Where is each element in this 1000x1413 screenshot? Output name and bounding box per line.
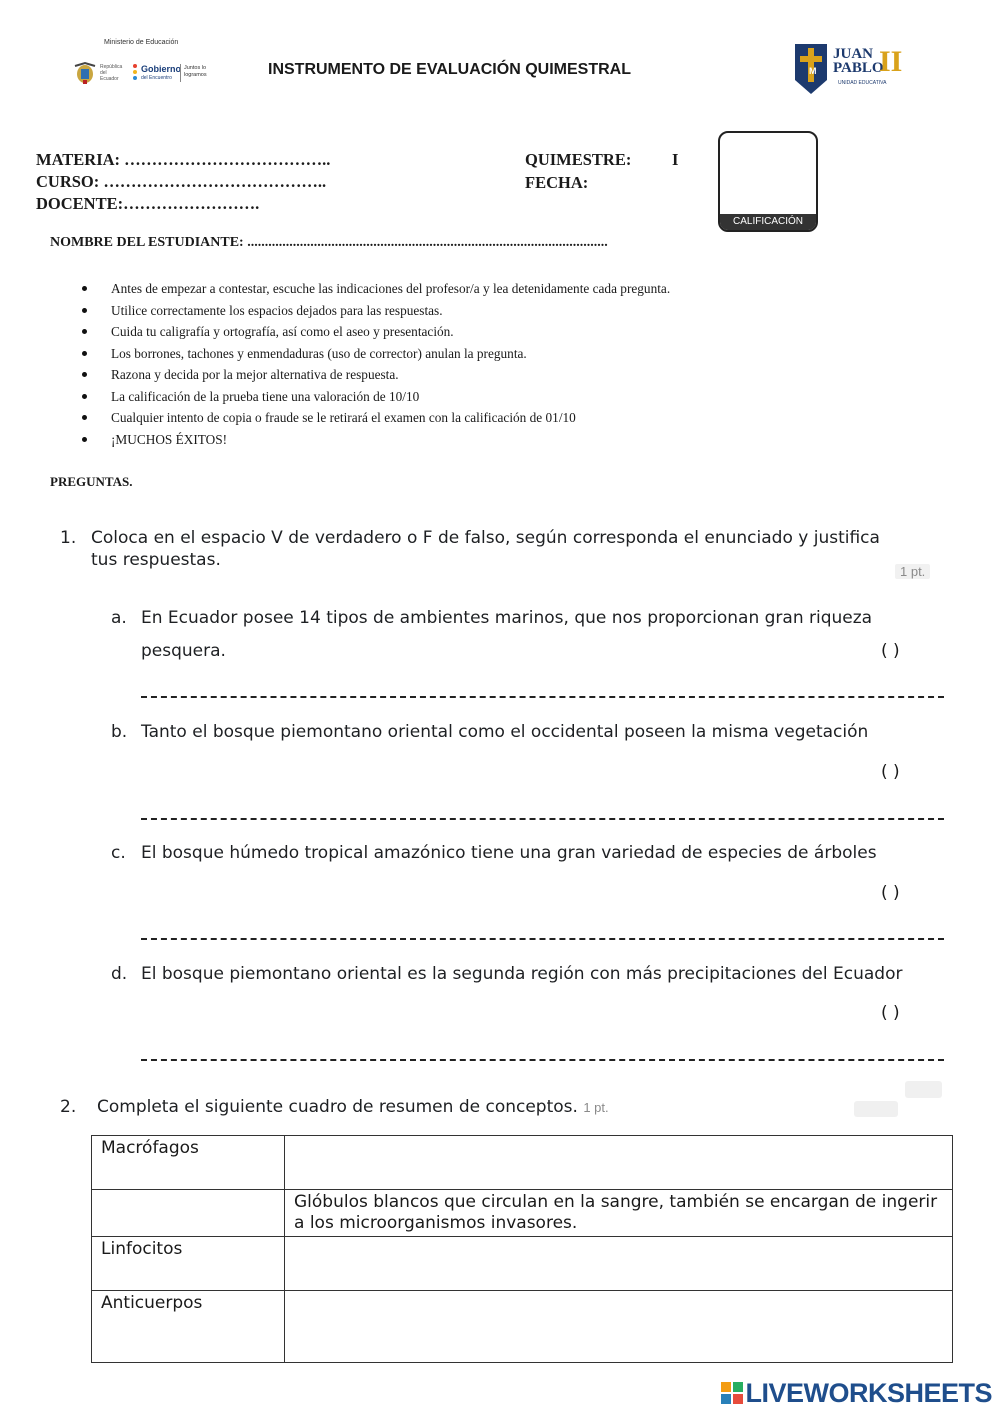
q1a-text-line1: En Ecuador posee 14 tipos de ambientes marinos, que nos proporcionan gran riqueza bbox=[141, 608, 873, 628]
materia-field[interactable]: MATERIA: ……………………………….. bbox=[36, 150, 331, 169]
gov-brand: Gobierno bbox=[141, 64, 181, 74]
table-row bbox=[92, 1190, 953, 1237]
q1a-letter: a. bbox=[111, 608, 127, 628]
concepts-table bbox=[91, 1135, 953, 1363]
student-name-field[interactable]: NOMBRE DEL ESTUDIANTE: ....................................................................................................... bbox=[50, 235, 608, 250]
list-item: ¡MUCHOS ÉXITOS! bbox=[82, 432, 670, 454]
school-name-2: PABLO bbox=[833, 60, 884, 76]
school-badge: M bbox=[809, 66, 817, 76]
preguntas-heading: PREGUNTAS. bbox=[50, 474, 133, 489]
table-cell-term: Linfocitos bbox=[92, 1237, 285, 1291]
ministry-label: Ministerio de Educación bbox=[104, 39, 179, 46]
answer-placeholder[interactable] bbox=[854, 1101, 898, 1117]
q1-text-line1: Coloca en el espacio V de verdadero o F de falso, según corresponda el enunciado y justifica bbox=[91, 528, 880, 548]
q1a-answer-box[interactable]: ( ) bbox=[881, 641, 900, 661]
liveworksheets-icon bbox=[721, 1382, 743, 1404]
q1a-text-line2: pesquera. bbox=[141, 641, 226, 661]
q1-points-badge: 1 pt. bbox=[895, 564, 930, 579]
list-item: Utilice correctamente los espacios dejados para las respuestas. bbox=[82, 303, 670, 325]
gov-dots-icon bbox=[130, 63, 140, 81]
list-item: La calificación de la prueba tiene una valoración de 10/10 bbox=[82, 389, 670, 411]
liveworksheets-wordmark: LIVEWORKSHEETS bbox=[745, 1378, 992, 1408]
q1b-justification-line[interactable] bbox=[141, 818, 944, 820]
curso-field[interactable]: CURSO: ………………………………….. bbox=[36, 172, 327, 191]
q1-text-line2: tus respuestas. bbox=[91, 550, 221, 570]
table-row bbox=[92, 1291, 953, 1363]
gov-brand-sub: del Encuentro bbox=[141, 75, 172, 81]
q2-text bbox=[97, 1097, 609, 1117]
q1d-text: El bosque piemontano oriental es la segunda región con más precipitaciones del Ecuador bbox=[141, 964, 903, 984]
government-logo bbox=[72, 58, 217, 88]
table-cell-definition[interactable] bbox=[285, 1291, 953, 1363]
q1b-text: Tanto el bosque piemontano oriental como el occidental poseen la misma vegetación bbox=[141, 722, 869, 742]
docente-field[interactable]: DOCENTE:……………………. bbox=[36, 194, 260, 213]
q2-points: 1 pt. bbox=[583, 1100, 609, 1115]
instructions-list bbox=[82, 281, 670, 453]
table-cell-term[interactable] bbox=[92, 1190, 285, 1237]
q2-text-main: Completa el siguiente cuadro de resumen de conceptos. bbox=[97, 1097, 578, 1117]
quimestre-value: I bbox=[672, 150, 679, 169]
list-item: Los borrones, tachones y enmendaduras (uso de corrector) anulan la pregunta. bbox=[82, 346, 670, 368]
q2-number: 2. bbox=[60, 1097, 77, 1117]
school-numeral: II bbox=[879, 45, 903, 78]
list-item: Cualquier intento de copia o fraude se le retirará el examen con la calificación de 01/10 bbox=[82, 410, 670, 432]
grade-box[interactable] bbox=[718, 131, 818, 232]
q1c-answer-box[interactable]: ( ) bbox=[881, 883, 900, 903]
table-cell-term: Anticuerpos bbox=[92, 1291, 285, 1363]
q1b-answer-box[interactable]: ( ) bbox=[881, 762, 900, 782]
answer-placeholder[interactable] bbox=[905, 1081, 942, 1098]
school-logo bbox=[793, 42, 908, 98]
page-title: INSTRUMENTO DE EVALUACIÓN QUIMESTRAL bbox=[268, 61, 631, 78]
q1d-letter: d. bbox=[111, 964, 128, 984]
q1-number: 1. bbox=[60, 528, 77, 548]
q1c-text: El bosque húmedo tropical amazónico tiene una gran variedad de especies de árboles bbox=[141, 843, 877, 863]
table-cell-term: Macrófagos bbox=[92, 1136, 285, 1190]
table-cell-definition[interactable] bbox=[285, 1237, 953, 1291]
q1c-letter: c. bbox=[111, 843, 126, 863]
q1d-justification-line[interactable] bbox=[141, 1059, 944, 1061]
list-item: Cuida tu caligrafía y ortografía, así como el aseo y presentación. bbox=[82, 324, 670, 346]
school-sub: UNIDAD EDUCATIVA bbox=[838, 80, 887, 86]
table-row bbox=[92, 1136, 953, 1190]
ecuador-coat-of-arms-icon bbox=[72, 60, 98, 86]
quimestre-label: QUIMESTRE: bbox=[525, 150, 632, 169]
q1c-justification-line[interactable] bbox=[141, 938, 944, 940]
list-item: Razona y decida por la mejor alternativa de respuesta. bbox=[82, 367, 670, 389]
q1a-justification-line[interactable] bbox=[141, 696, 944, 698]
list-item: Antes de empezar a contestar, escuche las indicaciones del profesor/a y lea detenidamente cada pregunta. bbox=[82, 281, 670, 303]
table-cell-definition: Glóbulos blancos que circulan en la sangre, también se encargan de ingerir a los microorganismos invasores. bbox=[285, 1190, 953, 1237]
table-row bbox=[92, 1237, 953, 1291]
fecha-field[interactable]: FECHA: bbox=[525, 173, 589, 192]
gov-small-text: República del Ecuador bbox=[100, 64, 123, 82]
q1b-letter: b. bbox=[111, 722, 128, 742]
q1d-answer-box[interactable]: ( ) bbox=[881, 1003, 900, 1023]
liveworksheets-logo[interactable] bbox=[721, 1378, 992, 1409]
table-cell-definition[interactable] bbox=[285, 1136, 953, 1190]
gov-slogan: Juntos lo logramos bbox=[184, 65, 207, 78]
school-name-1: JUAN bbox=[833, 46, 873, 62]
grade-label: CALIFICACIÓN bbox=[720, 214, 816, 230]
